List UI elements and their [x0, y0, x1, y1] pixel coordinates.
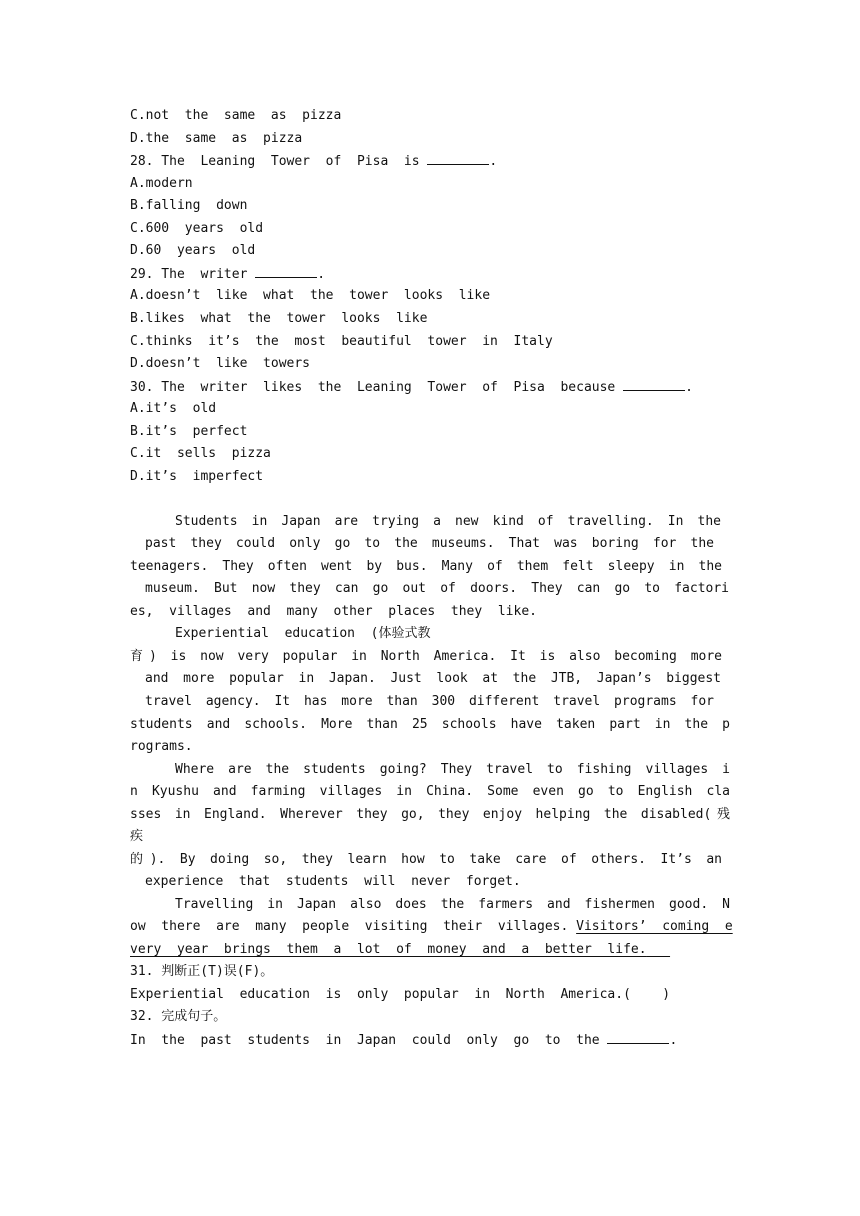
q28-option-b: B.falling down: [130, 198, 248, 213]
q29-stem-text: 29. The writer: [130, 267, 256, 282]
passage-p4-line2-plain: ow there are many people visiting their villages.: [130, 919, 577, 934]
passage-p3-line2: n Kyushu and farming villages in China. Some even go to English cla: [130, 784, 730, 799]
q29-option-a: A.doesn’t like what the tower looks like: [130, 288, 491, 303]
passage-p2-line2: 育) is now very popular in North America. It is also becoming more: [130, 649, 722, 664]
q29-option-c: C.thinks it’s the most beautiful tower in Italy: [130, 334, 553, 349]
q28-stem-text: 28. The Leaning Tower of Pisa is: [130, 154, 428, 169]
passage-p2-line6: rograms.: [130, 739, 193, 754]
passage-p2-line4: travel agency. It has more than 300 different travel programs for: [145, 694, 714, 709]
q28-option-a: A.modern: [130, 176, 193, 191]
q28-option-d: D.60 years old: [130, 243, 256, 258]
passage-p3-line5: 的). By doing so, they learn how to take care of others. It’s an: [130, 852, 722, 867]
q27-option-c: C.not the same as pizza: [130, 108, 342, 123]
passage-p1-line5: es, villages and many other places they like.: [130, 604, 537, 619]
passage-p3-line4: 疾: [130, 829, 144, 844]
passage-p2-line1: Experiential education (体验式教: [175, 626, 431, 641]
q29-answer-blank: [255, 263, 317, 278]
passage-p3-line1: Where are the students going? They travel to fishing villages i: [175, 762, 730, 777]
q30-option-a: A.it’s old: [130, 401, 217, 416]
q28-option-c: C.600 years old: [130, 221, 264, 236]
passage-p3-line3: sses in England. Wherever they go, they enjoy helping the disabled(残: [130, 807, 730, 822]
q32-stem: 32. 完成句子。: [130, 1009, 227, 1024]
q32-text-content: In the past students in Japan could only go to the: [130, 1033, 608, 1048]
q28-stem: 28. The Leaning Tower of Pisa is .: [130, 150, 730, 174]
passage-p3-line6: experience that students will never forget.: [145, 874, 521, 889]
passage-p1-line4: museum. But now they can go out of doors. They can go to factori: [145, 581, 729, 596]
q28-answer-blank: [427, 150, 489, 165]
q30-stem-text: 30. The writer likes the Leaning Tower of Pisa because: [130, 380, 624, 395]
q32-text: In the past students in Japan could only go to the .: [130, 1029, 730, 1053]
q30-answer-blank: [623, 376, 685, 391]
q30-option-d: D.it’s imperfect: [130, 469, 264, 484]
passage-p1-line3: teenagers. They often went by bus. Many of them felt sleepy in the: [130, 559, 722, 574]
passage-p4-line2: [130, 916, 733, 939]
q30-option-b: B.it’s perfect: [130, 424, 248, 439]
passage-p4-underlined-sentence-start: Visitors’ coming e: [576, 919, 733, 934]
q30-stem: 30. The writer likes the Leaning Tower of Pisa because .: [130, 376, 730, 400]
q32-answer-blank: [607, 1029, 669, 1044]
q30-option-c: C.it sells pizza: [130, 446, 271, 461]
passage-p1-line2: past they could only go to the museums. That was boring for the: [145, 536, 714, 551]
passage-p2-line5: students and schools. More than 25 schools have taken part in the p: [130, 717, 730, 732]
q29-option-d: D.doesn’t like towers: [130, 356, 311, 371]
passage-p1-line1: Students in Japan are trying a new kind of travelling. In the: [175, 514, 721, 529]
passage-p4-underlined-sentence-end: very year brings them a lot of money and a better life.: [130, 942, 647, 957]
q29-option-b: B.likes what the tower looks like: [130, 311, 428, 326]
passage-p4-line1: Travelling in Japan also does the farmers and fishermen good. N: [175, 897, 730, 912]
q31-text: Experiential education is only popular in North America.( ): [130, 987, 671, 1002]
passage-p4-line3: [130, 939, 730, 962]
passage-p2-line3: and more popular in Japan. Just look at the JTB, Japan’s biggest: [145, 671, 721, 686]
q29-stem: 29. The writer .: [130, 263, 730, 287]
q27-option-d: D.the same as pizza: [130, 131, 303, 146]
q31-stem: 31. 判断正(T)误(F)。: [130, 964, 274, 979]
